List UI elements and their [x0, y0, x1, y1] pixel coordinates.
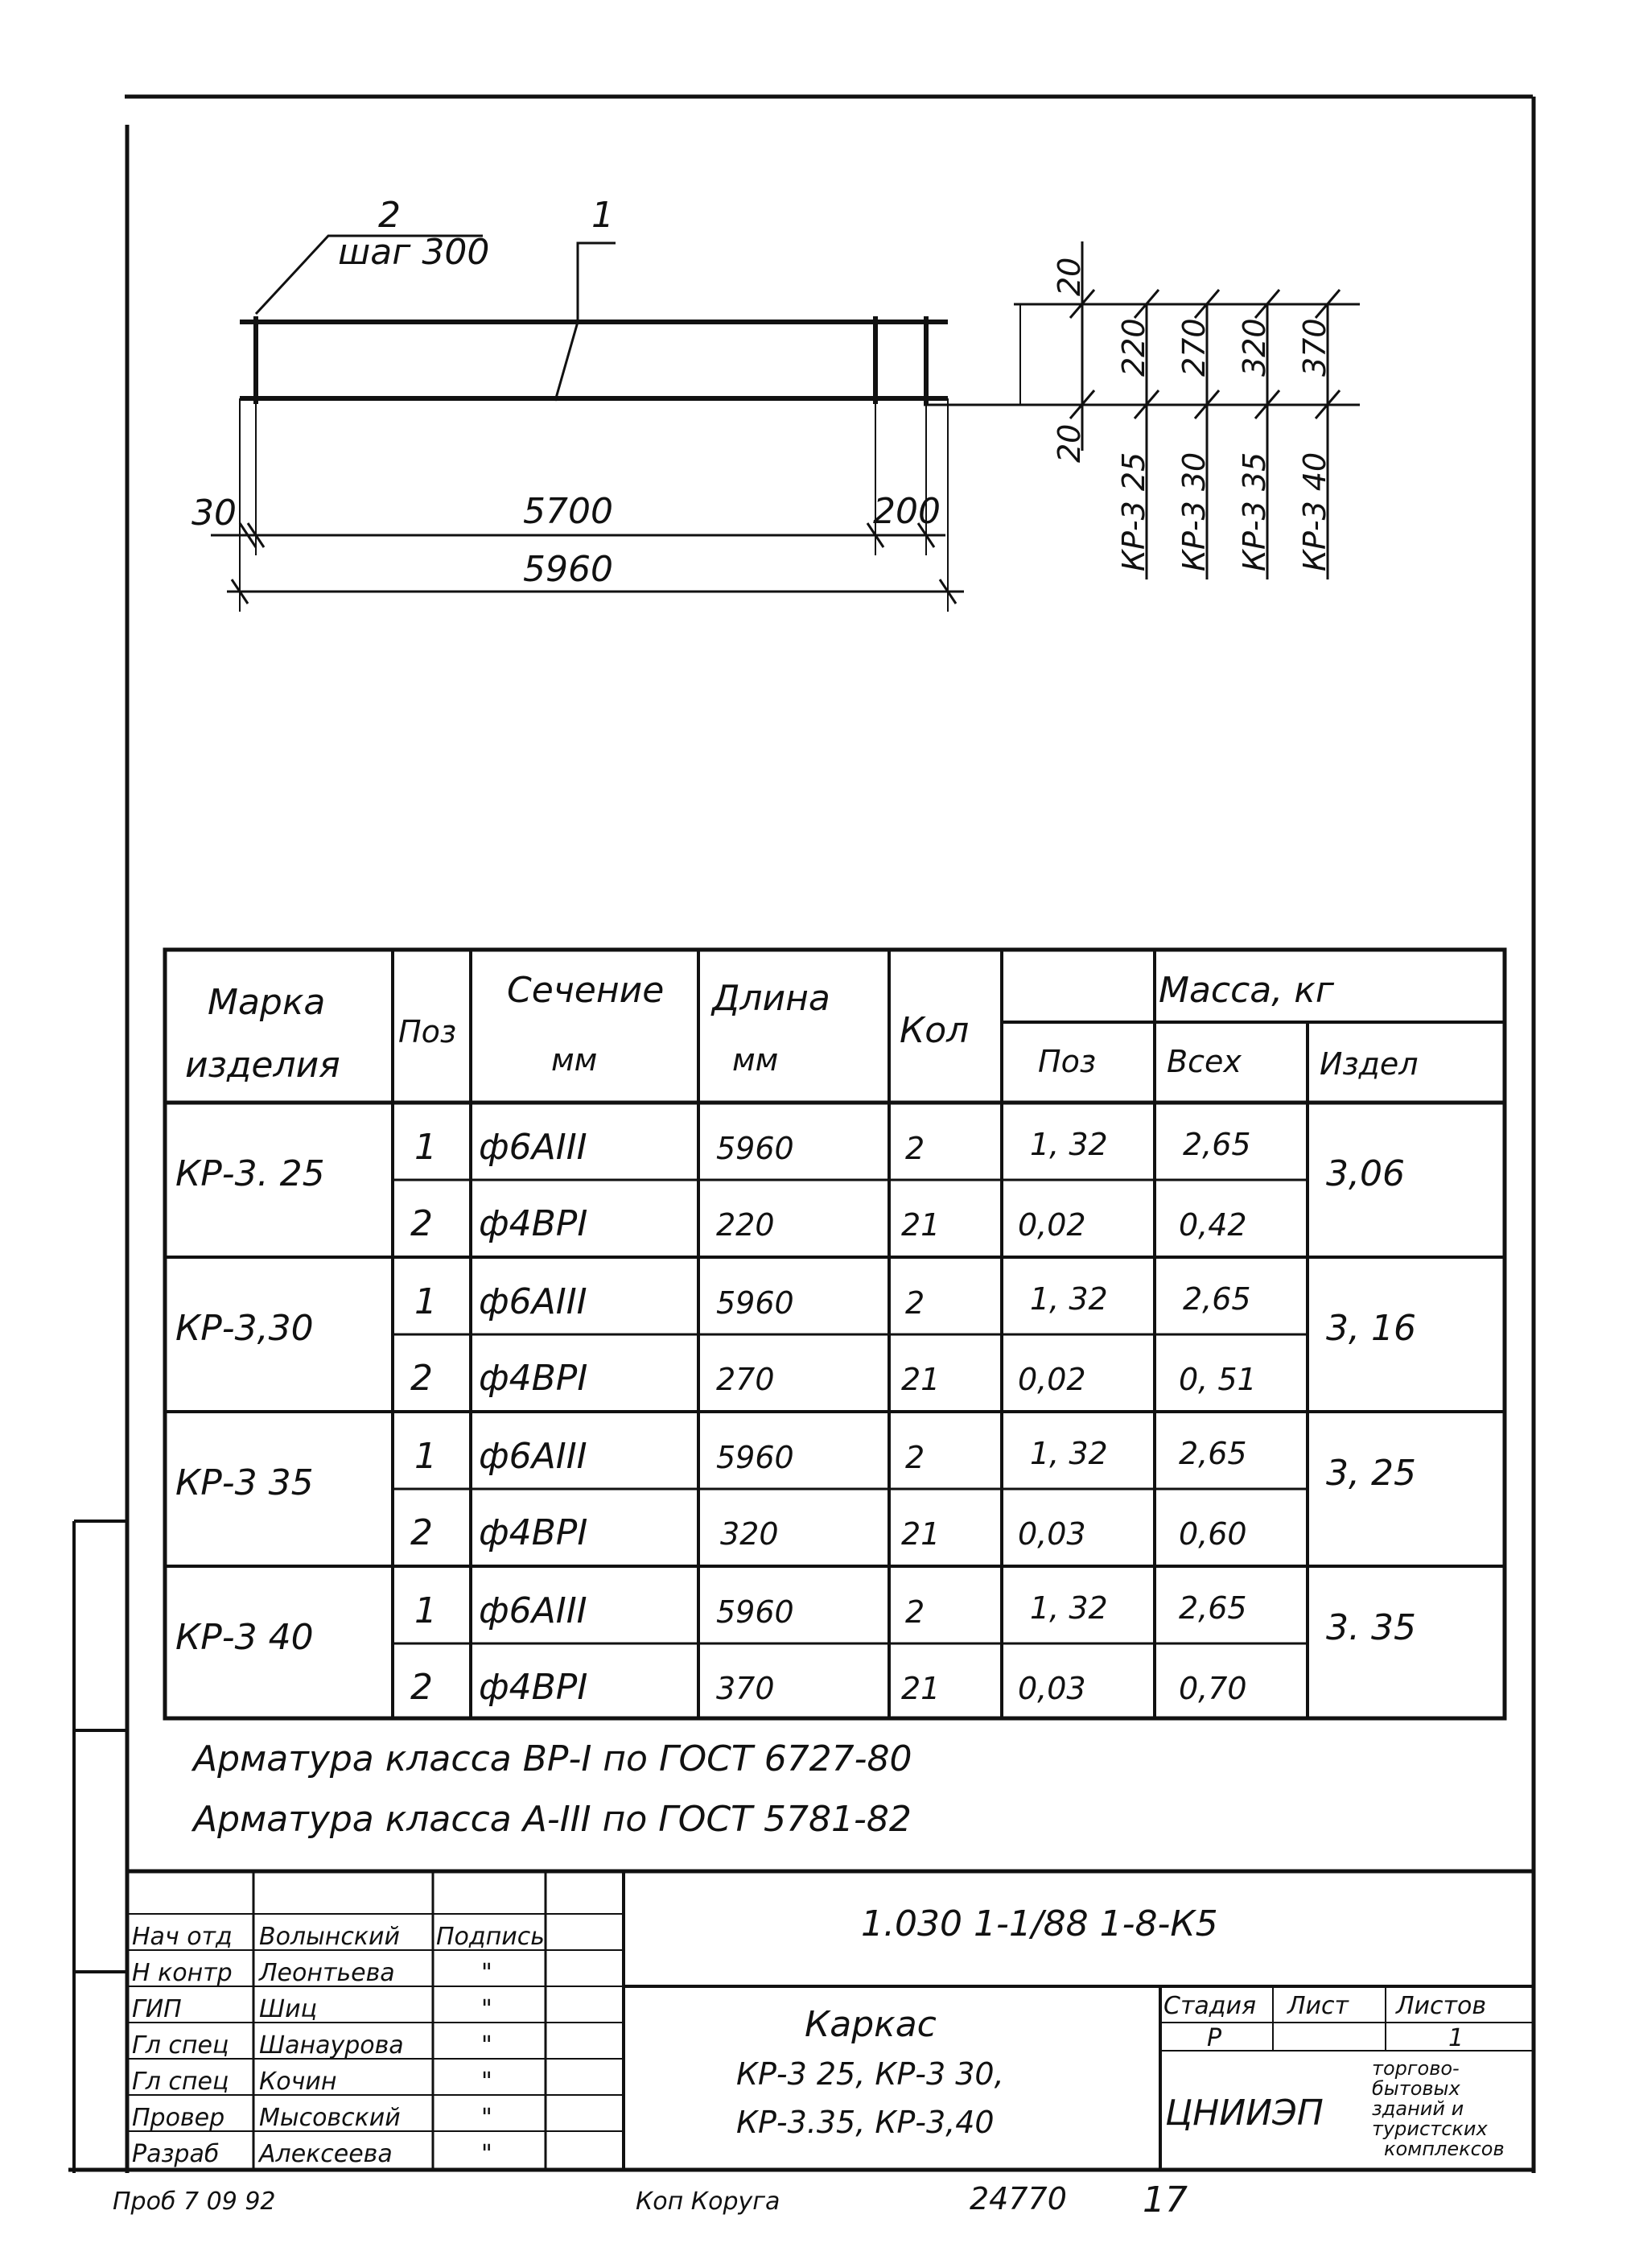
sig-role: ГИП — [132, 1995, 182, 2023]
sheet-header: Лист — [1287, 1992, 1349, 2020]
org-subtitle-line: бытовых — [1372, 2077, 1460, 2100]
mass-pos-cell: 0,02 — [1018, 1207, 1086, 1243]
sig-role: Н контр — [132, 1959, 233, 1987]
sig-sign: " — [481, 2140, 492, 2168]
height-270-label: 270 — [1176, 318, 1212, 377]
section-cell: ф4ВРI — [479, 1512, 588, 1553]
mark-cell: КР-3. 25 — [175, 1153, 325, 1194]
mass-pos-cell: 1, 32 — [1030, 1590, 1108, 1626]
height-mark-kr325: КР-3 25 — [1116, 452, 1151, 571]
dim-20-bottom-label: 20 — [1052, 423, 1087, 463]
sig-role: Нач отд — [132, 1923, 233, 1951]
mass-pos-cell: 0,02 — [1018, 1362, 1086, 1397]
sig-role: Разраб — [132, 2140, 220, 2168]
mass-all-cell: 2,65 — [1179, 1436, 1247, 1471]
height-mark-kr330: КР-3 30 — [1176, 452, 1212, 571]
pos-cell: 1 — [414, 1590, 437, 1631]
sig-name: Мысовский — [259, 2104, 401, 2132]
drawing-title-3: КР-3.35, КР-3,40 — [736, 2105, 995, 2140]
mass-pos-cell: 0,03 — [1018, 1671, 1086, 1706]
footer-page: 17 — [1143, 2179, 1188, 2221]
hdr-section-1: Сечение — [507, 970, 665, 1011]
org-subtitle-line: торгово- — [1372, 2057, 1460, 2080]
mark-cell: КР-3 40 — [175, 1617, 314, 1658]
pos-cell: 1 — [414, 1436, 437, 1477]
pos-2-label: 2 — [378, 195, 401, 236]
sig-role: Гл спец — [132, 2068, 229, 2096]
height-220-label: 220 — [1116, 318, 1151, 377]
spec-group-kr330 — [175, 1281, 1416, 1399]
pos-cell: 2 — [410, 1512, 433, 1553]
note-line-2: Арматура класса А-III по ГОСТ 5781-82 — [193, 1799, 912, 1840]
mark-cell: КР-3 35 — [175, 1462, 314, 1503]
hdr-mark-1: Марка — [208, 982, 326, 1023]
section-cell: ф4ВРI — [479, 1203, 588, 1244]
section-cell: ф4ВРI — [479, 1358, 588, 1399]
pos-2-pitch-label: шаг 300 — [338, 232, 490, 273]
pos-cell: 2 — [410, 1667, 433, 1708]
spec-group-kr325 — [175, 1127, 1405, 1244]
total-cell: 3. 35 — [1326, 1607, 1416, 1648]
total-cell: 3, 16 — [1326, 1308, 1416, 1349]
dim-30-label: 30 — [192, 493, 237, 534]
qty-cell: 21 — [901, 1516, 941, 1552]
section-cell: ф6АIII — [479, 1436, 587, 1477]
length-cell: 370 — [716, 1671, 775, 1706]
mass-all-cell: 2,65 — [1179, 1590, 1247, 1626]
doc-code: 1.030 1-1/88 1-8-К5 — [861, 1903, 1218, 1944]
spec-group-kr340 — [175, 1590, 1416, 1708]
mass-all-cell: 2,65 — [1183, 1281, 1251, 1317]
mass-pos-cell: 0,03 — [1018, 1516, 1086, 1552]
length-cell: 5960 — [716, 1440, 794, 1475]
hdr-pos: Поз — [398, 1014, 457, 1049]
mass-all-cell: 0, 51 — [1179, 1362, 1257, 1397]
total-cell: 3,06 — [1326, 1153, 1405, 1194]
dim-20-top-label: 20 — [1052, 257, 1087, 296]
sheets-value: 1 — [1448, 2024, 1464, 2052]
pos-cell: 2 — [410, 1203, 433, 1244]
height-370-label: 370 — [1297, 318, 1332, 377]
length-cell: 5960 — [716, 1285, 794, 1321]
height-mark-kr335: КР-3 35 — [1237, 452, 1272, 571]
org-subtitle-line: туристских — [1372, 2117, 1488, 2140]
dim-5700-label: 5700 — [523, 491, 613, 532]
qty-cell: 2 — [905, 1594, 925, 1630]
hdr-mass-item: Издел — [1320, 1046, 1419, 1082]
drawing-title-2: КР-3 25, КР-3 30, — [736, 2056, 1004, 2092]
hdr-mass: Масса, кг — [1159, 970, 1334, 1011]
qty-cell: 21 — [901, 1362, 941, 1397]
sig-sign: " — [481, 2068, 492, 2096]
sig-role: Гл спец — [132, 2031, 229, 2060]
sig-name: Шиц — [259, 1995, 317, 2023]
mass-pos-cell: 1, 32 — [1030, 1127, 1108, 1162]
dim-200-label: 200 — [873, 491, 941, 532]
mass-pos-cell: 1, 32 — [1030, 1436, 1108, 1471]
sig-sign: " — [481, 1995, 492, 2023]
qty-cell: 2 — [905, 1440, 925, 1475]
section-cell: ф4ВРI — [479, 1667, 588, 1708]
stage-header: Стадия — [1163, 1992, 1257, 2020]
signature-list — [132, 1923, 545, 2168]
sig-name: Леонтьева — [259, 1959, 395, 1987]
qty-cell: 21 — [901, 1671, 941, 1706]
hdr-qty: Кол — [900, 1010, 970, 1051]
sig-role: Провер — [132, 2104, 225, 2132]
org-name: ЦНИИЭП — [1165, 2093, 1324, 2134]
total-cell: 3, 25 — [1326, 1453, 1416, 1494]
binding-margin — [74, 1521, 127, 2173]
hdr-mass-pos: Поз — [1038, 1044, 1097, 1079]
org-subtitle-line: зданий и — [1372, 2097, 1464, 2120]
footer-middle: Коп Коруга — [636, 2188, 780, 2216]
spec-table-grid — [165, 950, 1505, 1718]
spec-group-kr335 — [175, 1436, 1416, 1553]
drawing-title-1: Каркас — [805, 2004, 937, 2045]
length-cell: 5960 — [716, 1131, 794, 1166]
sig-name: Кочин — [259, 2068, 337, 2096]
sig-name: Алексеева — [259, 2140, 393, 2168]
qty-cell: 2 — [905, 1131, 925, 1166]
mass-pos-cell: 1, 32 — [1030, 1281, 1108, 1317]
mass-all-cell: 0,60 — [1179, 1516, 1247, 1552]
org-subtitle-line: комплексов — [1384, 2138, 1505, 2160]
qty-cell: 21 — [901, 1207, 941, 1243]
hdr-mass-all: Всех — [1167, 1044, 1242, 1079]
length-cell: 220 — [716, 1207, 775, 1243]
dim-5960-label: 5960 — [523, 549, 613, 590]
sig-name: Шанаурова — [259, 2031, 404, 2060]
length-cell: 5960 — [716, 1594, 794, 1630]
mark-cell: КР-3,30 — [175, 1308, 314, 1349]
note-line-1: Арматура класса ВР-I по ГОСТ 6727-80 — [193, 1738, 912, 1779]
sig-sign: " — [481, 2104, 492, 2132]
section-cell: ф6АIII — [479, 1590, 587, 1631]
org-subtitle — [1372, 2057, 1505, 2160]
footer-left: Проб 7 09 92 — [113, 2188, 276, 2216]
hdr-mark-2: изделия — [185, 1045, 340, 1086]
sheets-header: Листов — [1396, 1992, 1487, 2020]
hdr-section-2: мм — [551, 1042, 598, 1078]
sig-sign: Подпись — [436, 1923, 545, 1951]
sig-sign: " — [481, 2031, 492, 2060]
hdr-length-2: мм — [732, 1042, 779, 1078]
length-cell: 270 — [716, 1362, 775, 1397]
mass-all-cell: 2,65 — [1183, 1127, 1251, 1162]
height-320-label: 320 — [1237, 318, 1272, 377]
sig-name: Волынский — [259, 1923, 401, 1951]
hdr-length-1: Длина — [712, 978, 830, 1019]
section-cell: ф6АIII — [479, 1127, 587, 1168]
mass-all-cell: 0,42 — [1179, 1207, 1247, 1243]
pos-cell: 1 — [414, 1281, 437, 1322]
pos-cell: 2 — [410, 1358, 433, 1399]
pos-1-label: 1 — [591, 195, 614, 236]
footer-number: 24770 — [970, 2181, 1067, 2216]
mass-all-cell: 0,70 — [1179, 1671, 1247, 1706]
height-mark-kr340: КР-3 40 — [1297, 452, 1332, 571]
section-cell: ф6АIII — [479, 1281, 587, 1322]
pos-cell: 1 — [414, 1127, 437, 1168]
stage-value: Р — [1207, 2024, 1222, 2052]
length-cell: 320 — [720, 1516, 779, 1552]
qty-cell: 2 — [905, 1285, 925, 1321]
sig-sign: " — [481, 1959, 492, 1987]
